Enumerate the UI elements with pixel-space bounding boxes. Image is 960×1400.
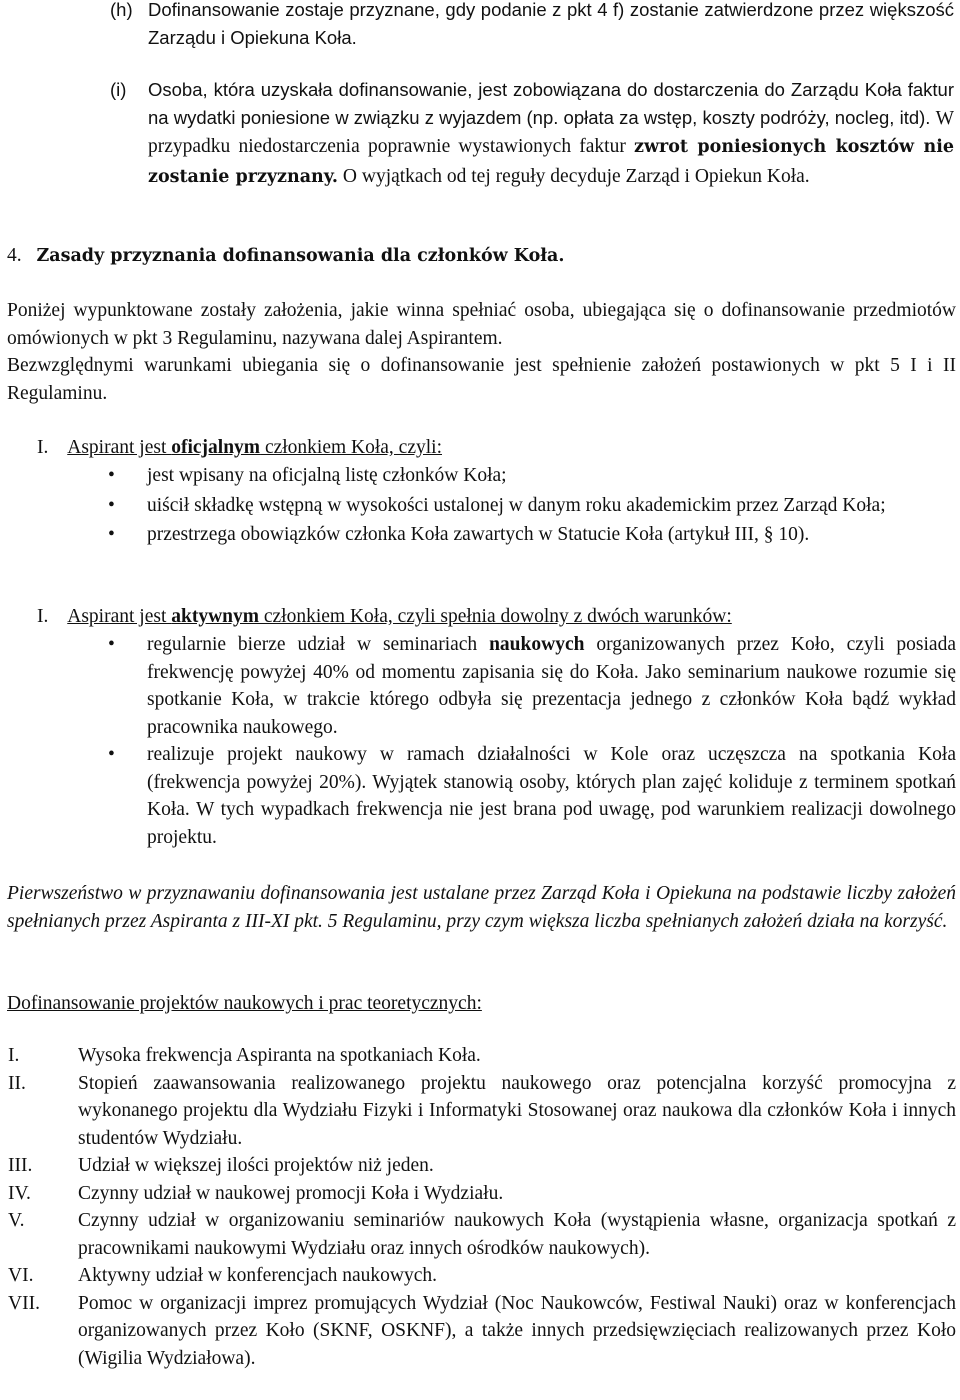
list-item-i (0, 76, 960, 191)
group-marker: I. (37, 437, 49, 458)
official-member-bullets (0, 462, 960, 549)
project-criterion (0, 1070, 960, 1153)
bullet-item (0, 631, 960, 741)
intro-paragraph-2 (0, 352, 960, 407)
bullet-text: realizuje projekt naukowy w ramach działalności w Kole oraz uczęszcza na spotkania Koła (frekwencja powyżej 20%). Wyjątek stanowią osoby, których plan zajęć koliduje z terminem spotkań Koła. W tych wypadkach frekwencja nie jest brana pod uwagę, pod warunkiem realizacji dowolnego projektu. (147, 744, 956, 848)
intro-paragraph (0, 297, 960, 352)
bullet-text: przestrzega obowiązków członka Koła zawartych w Statucie Koła (artykuł III, § 10). (147, 524, 810, 545)
criterion-text: Czynny udział w naukowej promocji Koła i Wydziału. (78, 1182, 504, 1204)
heading-text: Aspirant jest (67, 437, 172, 458)
projects-heading (7, 990, 482, 1018)
active-member-bullets (0, 631, 960, 851)
heading-emphasis: oficjalnym (171, 437, 261, 458)
section-title: Zasady przyznania dofinansowania dla członków Koła. (36, 246, 565, 266)
group-heading (67, 606, 732, 627)
heading-text: członkiem Koła, czyli spełnia dowolny z dwóch warunków: (259, 606, 732, 627)
list-item-h (0, 0, 960, 51)
criterion-marker: VII. (8, 1292, 40, 1314)
list-item-text: W przypadku niedostarczenia poprawnie wystawionych faktur (148, 107, 954, 157)
bullet-item (0, 462, 960, 490)
projects-heading-text: Dofinansowanie projektów naukowych i prac teoretycznych: (7, 993, 482, 1014)
criterion-marker: V. (8, 1210, 25, 1231)
bullet-icon: • (108, 524, 115, 545)
group-heading (67, 437, 442, 458)
priority-note-text: Pierwszeństwo w przyznawaniu dofinansowania jest ustalane przez Zarząd Koła i Opiekuna na podstawie liczby założeń spełnianych przez Aspiranta z III-XI pkt. 5 Regulaminu, przy czym większa liczba spełnianych założeń działa na korzyść. (7, 883, 956, 932)
emphasis-text: zwrot poniesionych kosztów nie zostanie przyznany. (148, 137, 954, 187)
project-criterion (0, 1262, 960, 1290)
group-marker: I. (37, 606, 49, 627)
official-member-heading (37, 434, 442, 462)
bullet-text: organizowanych przez Koło, czyli posiada frekwencję powyżej 40% od momentu zapisania się do Koła. Jako seminarium naukowe rozumie się spotkanie Koła, w trakcie którego odbyła się prezentacja jednego z członków Koła bądź wykład pracownika naukowego. (147, 634, 956, 738)
criterion-text: Stopień zaawansowania realizowanego projektu naukowego oraz potencjalna korzyść promocyjna z wykonanego projektu dla Wydziału Fizyki i Informatyki Stosowanej oraz naukowa dla członków Koła i innych studentów Wydziału. (78, 1072, 956, 1149)
bullet-text: jest wpisany na oficjalną listę członków Koła; (147, 465, 507, 486)
criterion-text: Pomoc w organizacji imprez promujących Wydział (Noc Naukowców, Festiwal Nauki) oraz w konferencjach organizowanych przez Koło (SKNF, OSKNF), a także innych przedsięwzięciach realizowanych przez Koło (Wigilia Wydziałowa). (78, 1292, 956, 1369)
criterion-marker: I. (8, 1045, 20, 1066)
heading-text: Aspirant jest (67, 606, 172, 627)
project-criterion (0, 1042, 960, 1070)
project-criterion (0, 1290, 960, 1373)
list-item-text: O wyjątkach od tej reguły decyduje Zarząd i Opiekun Koła. (338, 165, 810, 187)
bullet-icon: • (108, 465, 115, 486)
projects-list (0, 1042, 960, 1372)
bullet-text: regularnie bierze udział w seminariach (147, 634, 490, 655)
heading-emphasis: aktywnym (171, 606, 259, 627)
bullet-emphasis: naukowych (489, 634, 585, 655)
bullet-icon: • (108, 744, 115, 765)
intro-text: Poniżej wypunktowane zostały założenia, jakie winna spełniać osoba, ubiegająca się o dofinansowanie przedmiotów omówionych w pkt 3 Regulaminu, nazywana dalej Aspirantem. (7, 300, 956, 349)
project-criterion (0, 1152, 960, 1180)
heading-text: członkiem Koła, czyli: (260, 437, 442, 458)
bullet-item (0, 741, 960, 851)
project-criterion (0, 1180, 960, 1208)
active-member-heading (37, 603, 732, 631)
bullet-icon: • (108, 494, 115, 516)
priority-note (0, 880, 960, 935)
criterion-text: Wysoka frekwencja Aspiranta na spotkaniach Koła. (78, 1045, 481, 1066)
bullet-item (0, 492, 960, 520)
list-item-text: Dofinansowanie zostaje przyznane, gdy podanie z pkt 4 f) zostanie zatwierdzone przez większość Zarządu i Opiekuna Koła. (148, 0, 954, 48)
bullet-icon: • (108, 634, 115, 655)
list-marker: (h) (110, 0, 133, 20)
intro-text: Bezwzględnymi warunkami ubiegania się o dofinansowanie jest spełnienie założeń postawionych w pkt 5 I i II Regulaminu. (7, 355, 956, 404)
criterion-marker: III. (8, 1155, 33, 1176)
criterion-text: Aktywny udział w konferencjach naukowych. (78, 1265, 438, 1286)
section-heading (7, 242, 564, 271)
criterion-text: Czynny udział w organizowaniu seminariów naukowych Koła (wystąpienia własne, organizacja spotkań z pracownikami naukowymi Wydziału oraz innych ośrodków naukowych). (78, 1210, 956, 1259)
list-item-text: Osoba, która uzyskała dofinansowanie, jest zobowiązana do dostarczenia do Zarządu Koła faktur na wydatki poniesione w związku z wyjazdem (np. opłata za wstęp, koszty podróży, nocleg, itd). (148, 79, 954, 128)
criterion-marker: VI. (8, 1265, 34, 1286)
criterion-marker: II. (8, 1072, 26, 1094)
section-number: 4. (7, 245, 22, 266)
criterion-marker: IV. (8, 1182, 31, 1204)
criterion-text: Udział w większej ilości projektów niż jeden. (78, 1155, 434, 1176)
bullet-item (0, 521, 960, 549)
bullet-text: uiścił składkę wstępną w wysokości ustalonej w danym roku akademickim przez Zarząd Koła; (147, 494, 886, 516)
project-criterion (0, 1207, 960, 1262)
list-marker: (i) (110, 79, 127, 100)
